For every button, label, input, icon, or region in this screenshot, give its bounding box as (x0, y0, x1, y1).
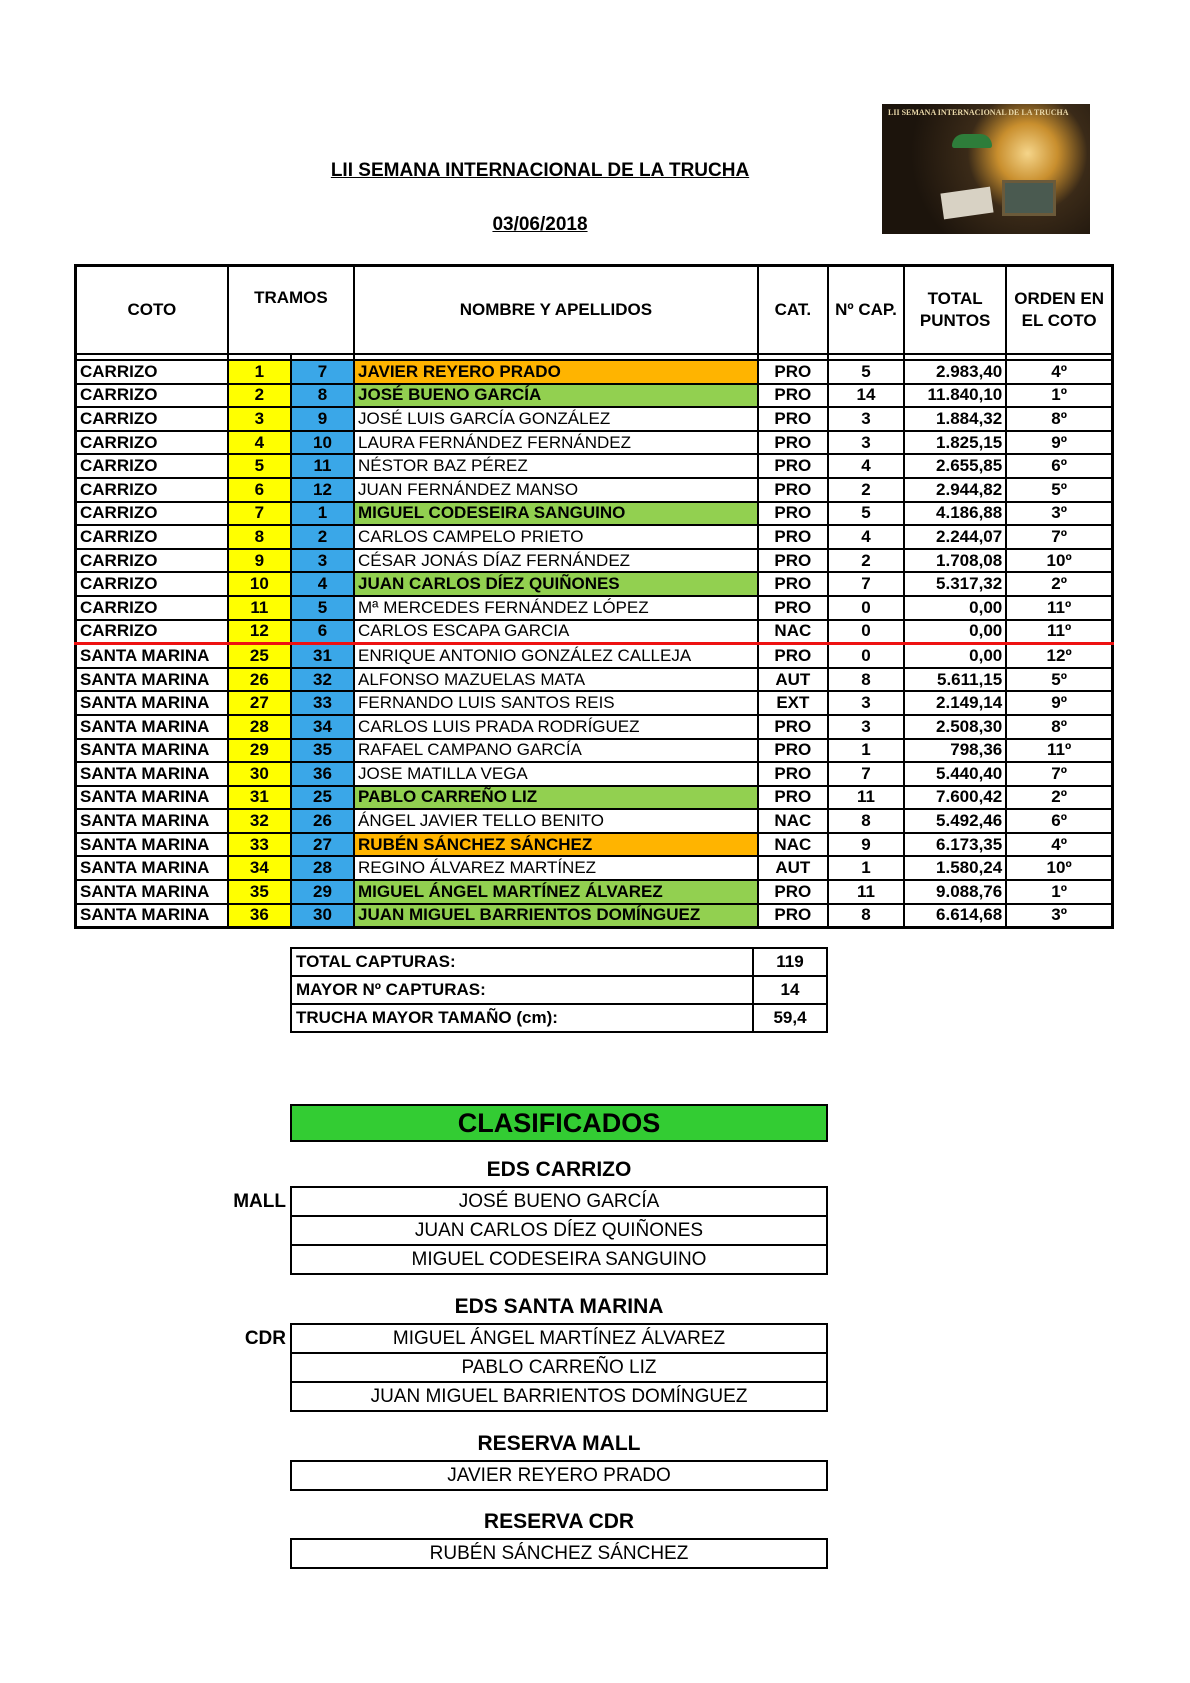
cell-cat: PRO (758, 572, 828, 596)
stats-table (290, 947, 828, 1033)
cell-tramo-2: 25 (291, 786, 354, 810)
stat-label: TOTAL CAPTURAS: (291, 948, 753, 976)
list-item (291, 1216, 827, 1245)
table-row (76, 739, 1113, 763)
cell-nombre: JUAN CARLOS DÍEZ QUIÑONES (354, 572, 758, 596)
cell-cat: PRO (758, 525, 828, 549)
cell-cat: PRO (758, 478, 828, 502)
cell-nombre: CARLOS LUIS PRADA RODRÍGUEZ (354, 715, 758, 739)
reserva-cdr-title: RESERVA CDR (483, 1510, 635, 1533)
cell-coto: SANTA MARINA (76, 762, 228, 786)
cell-coto: CARRIZO (76, 596, 228, 620)
cell-orden: 8º (1006, 407, 1112, 431)
list-item (291, 1539, 827, 1568)
cell-tramo-2: 3 (291, 549, 354, 573)
table-row (76, 478, 1113, 502)
cell-nombre: JOSÉ LUIS GARCÍA GONZÁLEZ (354, 407, 758, 431)
table-row (76, 668, 1113, 692)
cell-nombre: LAURA FERNÁNDEZ FERNÁNDEZ (354, 431, 758, 455)
list-item (291, 1382, 827, 1411)
cell-nombre: MIGUEL CODESEIRA SANGUINO (354, 502, 758, 526)
cell-coto: SANTA MARINA (76, 644, 228, 668)
cell-cat: AUT (758, 668, 828, 692)
cell-nombre: Mª MERCEDES FERNÁNDEZ LÓPEZ (354, 596, 758, 620)
cell-orden: 1º (1006, 880, 1112, 904)
cell-total: 2.508,30 (904, 715, 1006, 739)
table-row (76, 596, 1113, 620)
cell-tramo-1: 1 (228, 360, 291, 384)
reserva-mall-list (290, 1460, 828, 1491)
qualified-name: MIGUEL CODESEIRA SANGUINO (291, 1245, 827, 1274)
cell-cat: PRO (758, 360, 828, 384)
cell-total: 0,00 (904, 596, 1006, 620)
cell-orden: 5º (1006, 668, 1112, 692)
table-row (76, 762, 1113, 786)
cell-total: 5.611,15 (904, 668, 1006, 692)
cell-total: 11.840,10 (904, 384, 1006, 408)
box-icon (1002, 180, 1056, 216)
cell-ncap: 7 (828, 572, 904, 596)
cell-tramo-1: 8 (228, 525, 291, 549)
stat-label: MAYOR Nº CAPTURAS: (291, 976, 753, 1004)
cell-coto: SANTA MARINA (76, 739, 228, 763)
cell-nombre: JUAN FERNÁNDEZ MANSO (354, 478, 758, 502)
cell-ncap: 11 (828, 880, 904, 904)
header-cat: CAT. (758, 266, 828, 355)
cell-coto: CARRIZO (76, 549, 228, 573)
cell-tramo-1: 4 (228, 431, 291, 455)
stat-label: TRUCHA MAYOR TAMAÑO (cm): (291, 1004, 753, 1032)
cell-total: 9.088,76 (904, 880, 1006, 904)
stat-value: 119 (753, 948, 827, 976)
cell-orden: 11º (1006, 739, 1112, 763)
event-logo-image (882, 104, 1090, 234)
stat-value: 59,4 (753, 1004, 827, 1032)
qualified-name: JUAN MIGUEL BARRIENTOS DOMÍNGUEZ (291, 1382, 827, 1411)
stat-value: 14 (753, 976, 827, 1004)
cell-coto: SANTA MARINA (76, 856, 228, 880)
cell-nombre: RUBÉN SÁNCHEZ SÁNCHEZ (354, 833, 758, 857)
qualified-name: JAVIER REYERO PRADO (291, 1461, 827, 1490)
cell-orden: 9º (1006, 431, 1112, 455)
cell-tramo-1: 30 (228, 762, 291, 786)
cell-coto: CARRIZO (76, 431, 228, 455)
cell-cat: PRO (758, 644, 828, 668)
cell-tramo-2: 36 (291, 762, 354, 786)
cell-nombre: ÁNGEL JAVIER TELLO BENITO (354, 809, 758, 833)
cell-total: 1.580,24 (904, 856, 1006, 880)
qualified-name: MIGUEL ÁNGEL MARTÍNEZ ÁLVAREZ (291, 1324, 827, 1353)
cell-cat: PRO (758, 407, 828, 431)
cell-ncap: 2 (828, 549, 904, 573)
cell-tramo-2: 26 (291, 809, 354, 833)
eds-carrizo-title: EDS CARRIZO (486, 1158, 632, 1181)
cell-cat: PRO (758, 880, 828, 904)
cell-cat: PRO (758, 431, 828, 455)
cell-coto: CARRIZO (76, 454, 228, 478)
cell-coto: SANTA MARINA (76, 691, 228, 715)
cell-nombre: CARLOS CAMPELO PRIETO (354, 525, 758, 549)
cell-total: 6.614,68 (904, 904, 1006, 928)
cell-coto: SANTA MARINA (76, 809, 228, 833)
table-row (76, 384, 1113, 408)
cell-nombre: ALFONSO MAZUELAS MATA (354, 668, 758, 692)
cell-orden: 8º (1006, 715, 1112, 739)
cell-nombre: RAFAEL CAMPANO GARCÍA (354, 739, 758, 763)
cell-total: 4.186,88 (904, 502, 1006, 526)
cell-tramo-1: 12 (228, 620, 291, 644)
cell-orden: 7º (1006, 762, 1112, 786)
cell-tramo-2: 33 (291, 691, 354, 715)
table-row (76, 715, 1113, 739)
table-row (76, 856, 1113, 880)
cell-ncap: 5 (828, 360, 904, 384)
table-row (76, 549, 1113, 573)
cell-tramo-1: 34 (228, 856, 291, 880)
cell-cat: PRO (758, 502, 828, 526)
cell-coto: CARRIZO (76, 502, 228, 526)
table-row (76, 502, 1113, 526)
table-row (76, 786, 1113, 810)
cell-cat: EXT (758, 691, 828, 715)
cell-orden: 6º (1006, 809, 1112, 833)
cell-total: 5.440,40 (904, 762, 1006, 786)
cell-total: 798,36 (904, 739, 1006, 763)
cell-orden: 1º (1006, 384, 1112, 408)
table-row (76, 833, 1113, 857)
cell-tramo-1: 3 (228, 407, 291, 431)
cell-tramo-1: 10 (228, 572, 291, 596)
cell-ncap: 14 (828, 384, 904, 408)
table-row (76, 644, 1113, 668)
cell-coto: SANTA MARINA (76, 880, 228, 904)
cell-coto: SANTA MARINA (76, 904, 228, 928)
cell-orden: 12º (1006, 644, 1112, 668)
cell-ncap: 3 (828, 431, 904, 455)
cell-ncap: 4 (828, 454, 904, 478)
table-row (76, 904, 1113, 928)
cell-total: 2.149,14 (904, 691, 1006, 715)
cell-orden: 4º (1006, 833, 1112, 857)
cell-orden: 10º (1006, 549, 1112, 573)
cell-tramo-1: 2 (228, 384, 291, 408)
eds-carrizo-list (290, 1186, 828, 1275)
cell-cat: PRO (758, 384, 828, 408)
cell-total: 1.708,08 (904, 549, 1006, 573)
list-item (291, 1245, 827, 1274)
cell-tramo-2: 6 (291, 620, 354, 644)
qualified-name: RUBÉN SÁNCHEZ SÁNCHEZ (291, 1539, 827, 1568)
header-tramos: TRAMOS (228, 266, 354, 355)
table-row (76, 691, 1113, 715)
cell-orden: 3º (1006, 502, 1112, 526)
list-item (291, 1353, 827, 1382)
header-ncap: Nº CAP. (828, 266, 904, 355)
cell-ncap: 7 (828, 762, 904, 786)
cell-total: 2.655,85 (904, 454, 1006, 478)
cell-ncap: 8 (828, 668, 904, 692)
table-row (76, 572, 1113, 596)
cell-tramo-1: 36 (228, 904, 291, 928)
cell-ncap: 3 (828, 715, 904, 739)
cell-ncap: 1 (828, 856, 904, 880)
list-item (291, 1187, 827, 1216)
cell-nombre: CARLOS ESCAPA GARCIA (354, 620, 758, 644)
stats-row (291, 1004, 827, 1032)
cell-total: 1.884,32 (904, 407, 1006, 431)
header-orden: ORDEN EN EL COTO (1006, 266, 1112, 355)
cell-nombre: JOSE MATILLA VEGA (354, 762, 758, 786)
cell-tramo-1: 33 (228, 833, 291, 857)
table-row (76, 880, 1113, 904)
document-date: 03/06/2018 (492, 214, 588, 235)
cell-cat: PRO (758, 596, 828, 620)
stats-row (291, 976, 827, 1004)
cell-nombre: PABLO CARREÑO LIZ (354, 786, 758, 810)
cell-coto: SANTA MARINA (76, 786, 228, 810)
list-item (291, 1461, 827, 1490)
cell-ncap: 1 (828, 739, 904, 763)
cell-coto: CARRIZO (76, 525, 228, 549)
cell-orden: 11º (1006, 596, 1112, 620)
cell-coto: SANTA MARINA (76, 833, 228, 857)
cell-total: 2.944,82 (904, 478, 1006, 502)
cell-ncap: 3 (828, 691, 904, 715)
cell-coto: CARRIZO (76, 620, 228, 644)
table-row (76, 525, 1113, 549)
cell-cat: NAC (758, 833, 828, 857)
cell-cat: NAC (758, 620, 828, 644)
eds-santa-marina-list (290, 1323, 828, 1412)
cell-orden: 4º (1006, 360, 1112, 384)
cell-ncap: 3 (828, 407, 904, 431)
cell-tramo-2: 2 (291, 525, 354, 549)
paper-icon (940, 187, 993, 220)
cell-cat: PRO (758, 549, 828, 573)
cell-tramo-2: 11 (291, 454, 354, 478)
cdr-label: CDR (244, 1328, 286, 1349)
cell-cat: PRO (758, 715, 828, 739)
cell-total: 7.600,42 (904, 786, 1006, 810)
cell-ncap: 5 (828, 502, 904, 526)
cell-tramo-2: 7 (291, 360, 354, 384)
cell-tramo-1: 26 (228, 668, 291, 692)
cell-ncap: 9 (828, 833, 904, 857)
cell-ncap: 0 (828, 596, 904, 620)
cell-cat: AUT (758, 856, 828, 880)
cell-tramo-2: 27 (291, 833, 354, 857)
cell-nombre: FERNANDO LUIS SANTOS REIS (354, 691, 758, 715)
lamp-icon (952, 134, 992, 148)
cell-cat: PRO (758, 904, 828, 928)
mall-label: MALL (233, 1191, 286, 1212)
cell-tramo-2: 35 (291, 739, 354, 763)
cell-tramo-1: 27 (228, 691, 291, 715)
logo-text: LII SEMANA INTERNACIONAL DE LA TRUCHA (888, 108, 1069, 117)
cell-ncap: 0 (828, 644, 904, 668)
header-nombre: NOMBRE Y APELLIDOS (354, 266, 758, 355)
cell-cat: PRO (758, 786, 828, 810)
cell-tramo-2: 9 (291, 407, 354, 431)
cell-coto: CARRIZO (76, 572, 228, 596)
cell-tramo-1: 28 (228, 715, 291, 739)
results-body (76, 354, 1113, 928)
cell-tramo-2: 10 (291, 431, 354, 455)
cell-nombre: CÉSAR JONÁS DÍAZ FERNÁNDEZ (354, 549, 758, 573)
cell-nombre: JAVIER REYERO PRADO (354, 360, 758, 384)
header-coto: COTO (76, 266, 228, 355)
cell-tramo-1: 25 (228, 644, 291, 668)
cell-tramo-2: 8 (291, 384, 354, 408)
cell-tramo-2: 28 (291, 856, 354, 880)
table-row (76, 407, 1113, 431)
cell-orden: 6º (1006, 454, 1112, 478)
cell-tramo-2: 12 (291, 478, 354, 502)
cell-total: 2.244,07 (904, 525, 1006, 549)
cell-coto: CARRIZO (76, 384, 228, 408)
cell-ncap: 2 (828, 478, 904, 502)
table-row (76, 620, 1113, 644)
cell-nombre: NÉSTOR BAZ PÉREZ (354, 454, 758, 478)
cell-orden: 11º (1006, 620, 1112, 644)
cell-tramo-2: 5 (291, 596, 354, 620)
cell-total: 0,00 (904, 620, 1006, 644)
cell-nombre: JUAN MIGUEL BARRIENTOS DOMÍNGUEZ (354, 904, 758, 928)
table-row (76, 431, 1113, 455)
qualified-name: PABLO CARREÑO LIZ (291, 1353, 827, 1382)
cell-total: 5.492,46 (904, 809, 1006, 833)
cell-tramo-2: 31 (291, 644, 354, 668)
cell-ncap: 11 (828, 786, 904, 810)
cell-coto: SANTA MARINA (76, 668, 228, 692)
clasificados-banner: CLASIFICADOS (290, 1104, 828, 1142)
cell-orden: 9º (1006, 691, 1112, 715)
cell-coto: CARRIZO (76, 407, 228, 431)
table-row (76, 360, 1113, 384)
cell-nombre: ENRIQUE ANTONIO GONZÁLEZ CALLEJA (354, 644, 758, 668)
cell-tramo-2: 34 (291, 715, 354, 739)
cell-orden: 2º (1006, 786, 1112, 810)
qualified-name: JUAN CARLOS DÍEZ QUIÑONES (291, 1216, 827, 1245)
stats-row (291, 948, 827, 976)
cell-tramo-1: 7 (228, 502, 291, 526)
cell-nombre: MIGUEL ÁNGEL MARTÍNEZ ÁLVAREZ (354, 880, 758, 904)
cell-orden: 2º (1006, 572, 1112, 596)
cell-tramo-1: 29 (228, 739, 291, 763)
cell-tramo-1: 9 (228, 549, 291, 573)
eds-santa-marina-title: EDS SANTA MARINA (454, 1295, 664, 1318)
header-total: TOTAL PUNTOS (904, 266, 1006, 355)
list-item (291, 1324, 827, 1353)
cell-tramo-2: 30 (291, 904, 354, 928)
cell-tramo-2: 32 (291, 668, 354, 692)
cell-nombre: JOSÉ BUENO GARCÍA (354, 384, 758, 408)
cell-ncap: 4 (828, 525, 904, 549)
cell-tramo-1: 6 (228, 478, 291, 502)
cell-cat: PRO (758, 762, 828, 786)
cell-tramo-2: 1 (291, 502, 354, 526)
cell-total: 6.173,35 (904, 833, 1006, 857)
cell-ncap: 8 (828, 809, 904, 833)
cell-orden: 3º (1006, 904, 1112, 928)
table-row (76, 809, 1113, 833)
cell-tramo-1: 5 (228, 454, 291, 478)
cell-tramo-1: 11 (228, 596, 291, 620)
cell-coto: SANTA MARINA (76, 715, 228, 739)
cell-total: 0,00 (904, 644, 1006, 668)
table-header-row (76, 266, 1113, 355)
cell-tramo-2: 29 (291, 880, 354, 904)
cell-coto: CARRIZO (76, 360, 228, 384)
cell-orden: 7º (1006, 525, 1112, 549)
reserva-mall-title: RESERVA MALL (477, 1432, 641, 1455)
cell-coto: CARRIZO (76, 478, 228, 502)
cell-orden: 5º (1006, 478, 1112, 502)
cell-ncap: 8 (828, 904, 904, 928)
cell-cat: PRO (758, 739, 828, 763)
cell-cat: PRO (758, 454, 828, 478)
cell-tramo-1: 32 (228, 809, 291, 833)
document-title: LII SEMANA INTERNACIONAL DE LA TRUCHA (330, 160, 750, 181)
cell-tramo-2: 4 (291, 572, 354, 596)
cell-orden: 10º (1006, 856, 1112, 880)
results-table (74, 264, 1114, 929)
cell-tramo-1: 35 (228, 880, 291, 904)
cell-total: 5.317,32 (904, 572, 1006, 596)
cell-cat: NAC (758, 809, 828, 833)
cell-nombre: REGINO ÁLVAREZ MARTÍNEZ (354, 856, 758, 880)
cell-tramo-1: 31 (228, 786, 291, 810)
reserva-cdr-list (290, 1538, 828, 1569)
table-row (76, 454, 1113, 478)
cell-ncap: 0 (828, 620, 904, 644)
cell-total: 2.983,40 (904, 360, 1006, 384)
qualified-name: JOSÉ BUENO GARCÍA (291, 1187, 827, 1216)
cell-total: 1.825,15 (904, 431, 1006, 455)
